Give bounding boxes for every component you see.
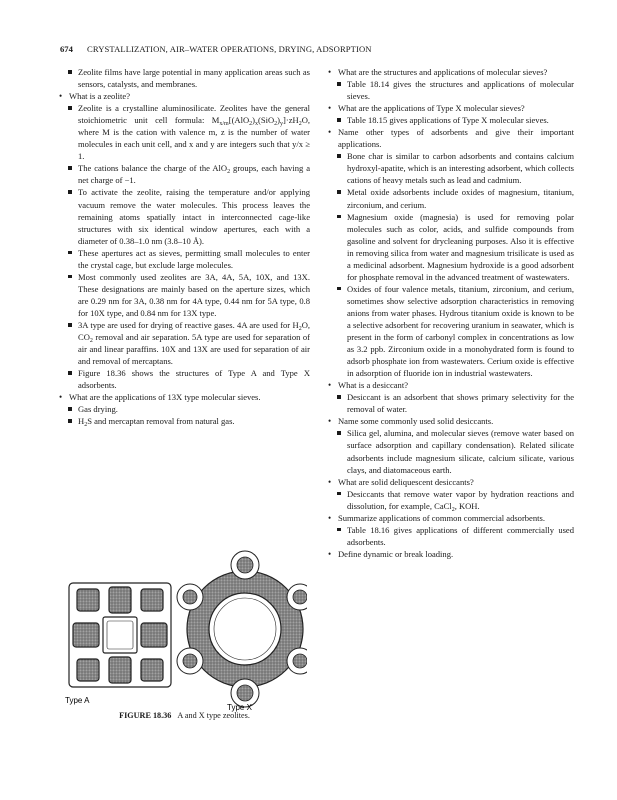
running-title: CRYSTALLIZATION, AIR–WATER OPERATIONS, DRYING, ADSORPTION xyxy=(87,44,372,54)
list-item: Table 18.16 gives applications of different commercially used adsorbents. xyxy=(328,524,574,548)
list-item: The cations balance the charge of the AlO$_2$ groups, each having a net charge of −1. xyxy=(59,162,310,186)
zeolite-figure xyxy=(57,545,307,715)
list-item: Table 18.15 gives applications of Type X molecular sieves. xyxy=(328,114,574,126)
list-item: Desiccant is an adsorbent that shows primary selectivity for the removal of water. xyxy=(328,391,574,415)
list-item: Oxides of four valence metals, titanium, zirconium, and cerium, sometimes show selective adsorption characteristics in removing anions from water phases. Hydrous titanium oxide is known to be a selective adsorbent for recovering uranium in seawater, which is present in the form of carbonyl complex in concentrations as low as 3.2 ppb. Zirconium oxide in a monohydrated form is found to adsorb phosphate ion from wastewaters. Cerium oxide is effective in adsorption of fluoride ion in industrial wastewaters. xyxy=(328,283,574,379)
list-item: Magnesium oxide (magnesia) is used for removing polar molecules such as color, acids, and sulfide compounds from gasoline and solvent for drycleaning purposes. Also it is effective in removing silica from water and magnesium trisilicate is used as a medicinal adsorbent. Magnesium hydroxide is a good adsorbent for phosphate removal in the advanced treatment of wastewaters. xyxy=(328,211,574,283)
question: • Summarize applications of common commercial adsorbents. xyxy=(328,512,574,524)
list-item: Zeolite is a crystalline aluminosilicate. Zeolites have the general stoichiometric unit cell formula: $M_{x/m}[(AlO_2)_x(SiO_2)_y]\cdot zH_2O$, where M is the cation with valence m, z is the number of water molecules in each unit cell, and x and y are integers such that y/x ≥ 1. xyxy=(59,102,310,162)
right-column xyxy=(328,66,574,560)
type-x-label: Type X xyxy=(227,703,252,712)
list-item: Figure 18.36 shows the structures of Type A and Type X adsorbents. xyxy=(59,367,310,391)
list-item: Metal oxide adsorbents include oxides of magnesium, titanium, zirconium, and cerium. xyxy=(328,186,574,210)
question: • What are solid deliquescent desiccants? xyxy=(328,476,574,488)
question: • What are the structures and applications of molecular sieves? xyxy=(328,66,574,78)
list-item: Most commonly used zeolites are 3A, 4A, 5A, 10X, and 13X. These designations are mainly based on the aperture sizes, which are 0.29 nm for 3A, 0.38 nm for 4A type, 0.44 nm for 5A type, 0.8 for 10X type, and 0.84 nm for 13X type. xyxy=(59,271,310,319)
list-item: Zeolite films have large potential in many application areas such as sensors, catalysts, and membranes. xyxy=(59,66,310,90)
question: • What are the applications of Type X molecular sieves? xyxy=(328,102,574,114)
list-item: Desiccants that remove water vapor by hydration reactions and dissolution, for example, CaCl$_2$, KOH. xyxy=(328,488,574,512)
left-column xyxy=(59,66,310,427)
list-item: Table 18.14 gives the structures and applications of molecular sieves. xyxy=(328,78,574,102)
list-item: $H_2S$ and mercaptan removal from natural gas. xyxy=(59,415,310,427)
list-item: Bone char is similar to carbon adsorbents and contains calcium hydroxyl-apatite, which is an interesting adsorbent, which collects cations of heavy metals such as lead and cadmium. xyxy=(328,150,574,186)
question: • What are the applications of 13X type molecular sieves. xyxy=(59,391,310,403)
page-header xyxy=(60,44,580,54)
list-item: 3A type are used for drying of reactive gases. 4A are used for $H_2O$, $CO_2$ removal and air separation. 5A type are used for separation of air and linear paraffins. 10X and 13X are used for separation of air and removal of mercaptans. xyxy=(59,319,310,367)
caption-text: A and X type zeolites. xyxy=(177,711,250,720)
question: • What is a zeolite? xyxy=(59,90,310,102)
question: • Define dynamic or break loading. xyxy=(328,548,574,560)
list-item: To activate the zeolite, raising the temperature and/or applying vacuum remove the water molecules. This process leaves the remaining atoms spatially intact in interconnected cage-like structures with six identical window apertures, each with a diameter of 0.38–1.0 nm (3.8–10 Å). xyxy=(59,186,310,246)
type-x-structure xyxy=(177,551,307,707)
figure-caption xyxy=(59,711,310,720)
caption-number: FIGURE 18.36 xyxy=(119,711,172,720)
list-item: These apertures act as sieves, permitting small molecules to enter the crystal cage, but exclude large molecules. xyxy=(59,247,310,271)
question: • What is a desiccant? xyxy=(328,379,574,391)
question: • Name some commonly used solid desiccants. xyxy=(328,415,574,427)
list-item: Silica gel, alumina, and molecular sieves (remove water based on surface adsorption and capillary condensation). Related silicate adsorbents include magnesium silicate, calcium silicate, various clays, and diatomaceous earth. xyxy=(328,427,574,475)
page-number: 674 xyxy=(60,44,73,54)
question: • Name other types of adsorbents and give their important applications. xyxy=(328,126,574,150)
list-item: Gas drying. xyxy=(59,403,310,415)
type-a-label: Type A xyxy=(65,696,90,705)
type-a-structure xyxy=(69,583,171,687)
